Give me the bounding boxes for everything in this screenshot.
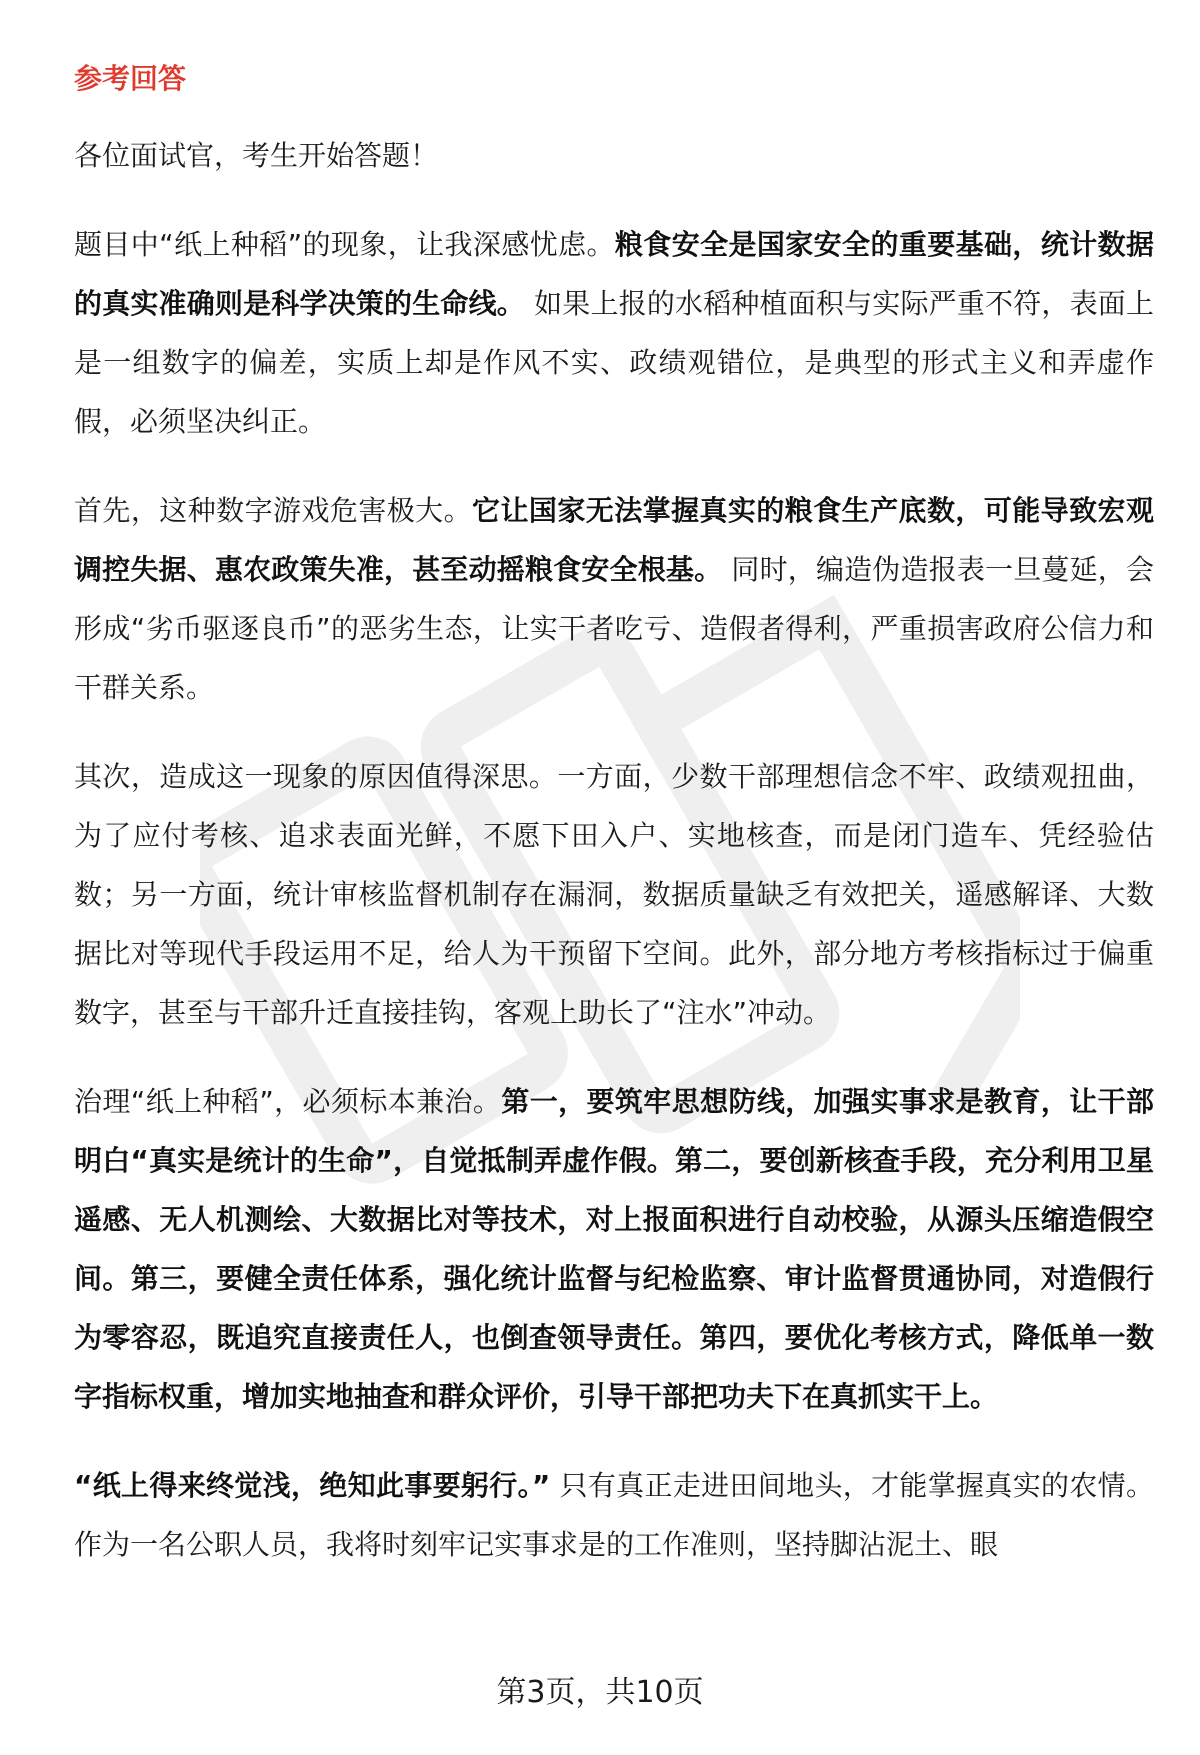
text-run: 题目中“纸上种稻”的现象，让我深感忧虑。	[74, 228, 615, 261]
paragraph	[74, 215, 1154, 451]
bold-text-run: 它让国家无法掌握真实的粮食生产底数，可能导致宏观调控失据、惠农政策失准，甚至动摇粮食安全根基。	[74, 494, 1154, 586]
paragraph	[74, 1072, 1154, 1426]
paragraph	[74, 481, 1154, 717]
page-number: 第3页，共10页	[496, 1675, 704, 1710]
text-run: 治理“纸上种稻”，必须标本兼治。	[74, 1085, 502, 1118]
answer-heading: 参考回答	[74, 62, 187, 95]
text-run: 其次，造成这一现象的原因值得深思。一方面，少数干部理想信念不牢、政绩观扭曲，为了应付考核、追求表面光鲜，不愿下田入户、实地核查，而是闭门造车、凭经验估数；另一方面，统计审核监督机制存在漏洞，数据质量缺乏有效把关，遥感解译、大数据比对等现代手段运用不足，给人为干预留下空间。此外，部分地方考核指标过于偏重数字，甚至与干部升迁直接挂钩，客观上助长了“注水”冲动。	[74, 760, 1154, 1029]
bold-text-run: 粮食安全是国家安全的重要基础，统计数据的真实准确则是科学决策的生命线。	[74, 228, 1154, 320]
bold-text-run: 第一，要筑牢思想防线，加强实事求是教育，让干部明白“真实是统计的生命”，自觉抵制弄虚作假。第二，要创新核查手段，充分利用卫星遥感、无人机测绘、大数据比对等技术，对上报面积进行自动校验，从源头压缩造假空间。第三，要健全责任体系，强化统计监督与纪检监察、审计监督贯通协同，对造假行为零容忍，既追究直接责任人，也倒查领导责任。第四，要优化考核方式，降低单一数字指标权重，增加实地抽查和群众评价，引导干部把功夫下在真抓实干上。	[74, 1085, 1154, 1413]
paragraph	[74, 1456, 1154, 1574]
paragraph	[74, 126, 1154, 185]
answer-body	[74, 126, 1154, 1574]
text-run: 同时，编造伪造报表一旦蔓延，会形成“劣币驱逐良币”的恶劣生态，让实干者吃亏、造假者得利，严重损害政府公信力和干群关系。	[74, 553, 1154, 704]
text-run: 首先，这种数字游戏危害极大。	[74, 494, 473, 527]
text-run: 各位面试官，考生开始答题！	[74, 139, 439, 172]
text-run: 只有真正走进田间地头，才能掌握真实的农情。作为一名公职人员，我将时刻牢记实事求是的工作准则，坚持脚沾泥土、眼	[74, 1469, 1155, 1561]
bold-text-run: “纸上得来终觉浅，绝知此事要躬行。”	[74, 1469, 551, 1502]
document-page	[74, 54, 1154, 1604]
text-run: 如果上报的水稻种植面积与实际严重不符，表面上是一组数字的偏差，实质上却是作风不实、政绩观错位，是典型的形式主义和弄虚作假，必须坚决纠正。	[74, 287, 1154, 438]
paragraph	[74, 747, 1154, 1042]
